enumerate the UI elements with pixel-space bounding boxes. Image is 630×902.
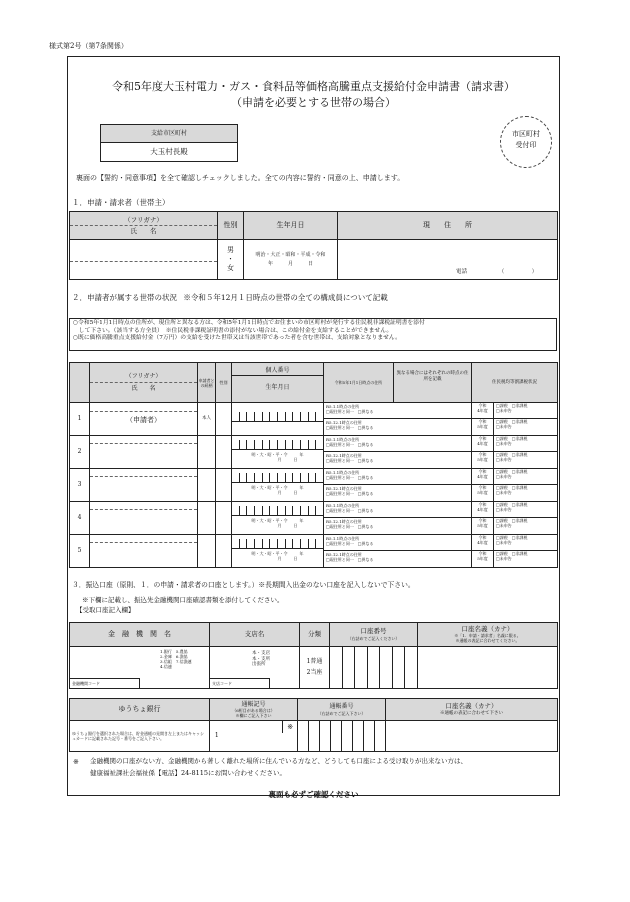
member-kana-label: （フリガナ） [90, 371, 197, 383]
notice-line-3: ○既に価格高騰重点支援給付金（7万円）の支給を受けた世帯又は当該世帯であった者を含む世帯は、支給対象となりません。 [73, 335, 401, 342]
id-birth-header [232, 363, 324, 403]
member-birth [232, 422, 323, 426]
applicant-name-header [70, 212, 218, 240]
member-address-cell[interactable]: R5.1.1時点の住所 □現住所と同一 □異なる R5.12.1時点の住所 □現住所と同一 □異なる [324, 469, 472, 502]
member-id-birth-cell[interactable] [232, 469, 324, 502]
bank-type-options: 1.銀行 5.農協 2.金庫 6.漁協 3.信組 7.信漁連 4.信連 [160, 649, 192, 669]
member-name-header [90, 363, 198, 403]
member-id-birth-cell[interactable] [232, 535, 324, 568]
member-tax-cell[interactable]: 令和 4年度 □課税 □非課税 □未申告 令和 5年度 □課税 □非課税 □未申告 [472, 469, 558, 502]
section2-notice [69, 318, 557, 351]
bank-account-table [69, 622, 558, 689]
member-address-cell[interactable]: R5.1.1時点の住所 □現住所と同一 □異なる R5.12.1時点の住所 □現住所と同一 □異なる [324, 502, 472, 535]
branch-type-options: 本・支店 本・支所 出張所 [252, 651, 270, 668]
era-options: 明治・大正・昭和・平成・令和 [255, 251, 326, 258]
account-number-header: 口座番号 （右詰めでご記入ください） [330, 623, 418, 647]
member-id-birth-cell[interactable] [232, 436, 324, 469]
member-address-cell[interactable]: R5.1.1時点の住所 □現住所と同一 □異なる R5.12.1時点の住所 □現住所と同一 □異なる [324, 535, 472, 568]
birthdate-cell[interactable] [244, 240, 338, 280]
ymd-label: 年 月 日 [267, 260, 313, 267]
section3-note1: ※下欄に記載し、振込先金融機関口座確認書類を添付してください。 [82, 596, 284, 604]
member-relation[interactable] [198, 535, 216, 568]
addr-jan1-header: 令和5年1月1日時点の住所 [324, 363, 394, 403]
bank-name-cell[interactable] [70, 647, 210, 689]
birth-header: 生年月日 [244, 212, 338, 240]
addressee-value: 大玉村長殿 [150, 147, 188, 156]
row-number: 2 [70, 436, 90, 469]
member-name-cell[interactable] [90, 469, 198, 502]
member-gender-cell[interactable] [216, 535, 232, 568]
branch-name-cell[interactable] [210, 647, 300, 689]
member-name-label: 氏 名 [131, 385, 156, 392]
section1-heading: １．申請・請求者（世帯主） [72, 198, 170, 207]
applicant-table [69, 211, 558, 280]
member-name-cell[interactable] [90, 502, 198, 535]
notice-line-2: して下さい。（該当する方全員） ※住民税非課税証明書の添付がない場合は、この給付金を支給することができません。 [73, 327, 393, 334]
stamp-line2: 受付印 [515, 140, 537, 149]
declaration-text: 裏面の【誓約・同意事項】を全て確認しチェックしました。全ての内容に誓約・同意の上、申請します。 [76, 174, 405, 182]
address-cell[interactable] [338, 240, 558, 280]
address-header: 現 住 所 [338, 212, 558, 240]
applicant-name-cell[interactable] [70, 240, 218, 280]
member-gender-cell[interactable] [216, 436, 232, 469]
id-number-header: 個人番号 [232, 365, 323, 376]
household-row [70, 436, 558, 469]
household-row [70, 502, 558, 535]
account-type-header: 分類 [300, 623, 330, 647]
member-id-birth-cell[interactable] [232, 403, 324, 436]
member-relation[interactable] [198, 502, 216, 535]
section2-heading: ２．申請者が属する世帯の状況 [72, 293, 177, 302]
gender-header: 性別 [218, 212, 244, 240]
addressee-header: 支給市区町村 [101, 125, 237, 143]
member-relation[interactable] [198, 469, 216, 502]
member-gender-cell[interactable] [216, 469, 232, 502]
passbook-number-cell[interactable] [298, 721, 386, 752]
diff-addr-header: 異なる場合にはそれぞれの時点の住所を記載 [394, 363, 472, 403]
passbook-number-header: 通帳番号 （右詰めでご記入下さい） [298, 699, 386, 721]
section3-heading: ３．振込口座（原則、１．の申請・請求者の口座とします。）※長期間入出金のない口座を記入しないで下さい。 [72, 581, 415, 589]
name-label: 氏 名 [130, 227, 157, 235]
member-gender-cell[interactable] [216, 403, 232, 436]
footnote-line2: 健康福祉課社会福祉係【電話】24-8115にお問い合わせください。 [90, 769, 287, 777]
account-type-options[interactable]: 1普通 2当座 [300, 647, 330, 689]
member-name-cell[interactable] [90, 403, 198, 436]
member-birth: 明・大・昭・平・令 年 月 日 [251, 485, 304, 495]
footer-note: 裏面も必ずご確認ください [268, 790, 359, 799]
yucho-holder-cell[interactable] [386, 721, 558, 752]
notice-line-1: ○令和5年1月1日時点の住所が、現住所と異なる方は、令和5年1月1日時点でお住まいの市区町村が発行する住民税非課税証明書を添付 [73, 320, 425, 326]
account-number-cell[interactable] [330, 647, 418, 689]
bank-name-header: 金 融 機 関 名 [70, 623, 210, 647]
account-holder-header: 口座名義（カナ） ※「1．申請・請求者」名義に限る。 ※通帳の表記に合わせてください。 [418, 623, 558, 647]
account-holder-cell[interactable] [418, 647, 558, 689]
member-tax-cell[interactable]: 令和 4年度 □課税 □非課税 □未申告 令和 5年度 □課税 □非課税 □未申告 [472, 502, 558, 535]
yucho-holder-header: 口座名義（カナ） ※通帳の表記に合わせて下さい [386, 699, 558, 721]
branch-code-label: 支店コード [210, 678, 270, 688]
phone-label: 電話 [456, 269, 468, 276]
household-row [70, 403, 558, 436]
household-row [70, 469, 558, 502]
bank-code-label: 金融機関コード [70, 678, 140, 688]
reception-stamp-area [500, 116, 552, 168]
passbook-sign-header: 通帳記号 （6桁目がある場合は） ※欄にご記入下さい [210, 699, 298, 721]
form-number: 様式第2号（第7条関係） [49, 42, 128, 50]
member-name-cell[interactable] [90, 436, 198, 469]
member-tax-cell[interactable]: 令和 4年度 □課税 □非課税 □未申告 令和 5年度 □課税 □非課税 □未申告 [472, 436, 558, 469]
sign-asterisk: ※ [282, 721, 297, 733]
form-title: 令和5年度大玉村電力・ガス・食料品等価格高騰重点支援給付金申請書（請求書） [112, 80, 515, 93]
section2-note: ※令和５年12月１日時点の世帯の全ての構成員について記載 [183, 293, 388, 302]
household-row [70, 535, 558, 568]
member-id-birth-cell[interactable] [232, 502, 324, 535]
addressee-box [100, 124, 238, 162]
stamp-line1: 市区町村 [512, 130, 540, 138]
yucho-account-table [69, 698, 558, 752]
gender-cell[interactable]: 男 ・ 女 [218, 240, 244, 280]
member-relation[interactable] [198, 436, 216, 469]
member-gender-header: 性別 [216, 363, 232, 403]
passbook-sign-cell[interactable] [210, 721, 298, 752]
phone-parens: （ ） [498, 269, 538, 276]
footnote-mark: ※ [73, 758, 79, 766]
relation-header: 申請者との続柄 [198, 363, 216, 403]
member-birth-header: 生年月日 [265, 384, 290, 391]
yucho-note: ゆうちょ銀行を選択された場合は、貯金通帳の見開き左上またはキャッシュカードに記載された記号・番号をご記入下さい。 [70, 721, 210, 752]
yucho-title: ゆうちょ銀行 [70, 699, 210, 721]
kana-label: （フリガナ） [70, 215, 217, 226]
tax-status-header: 住民税均等割課税状況 [472, 363, 558, 403]
member-tax-cell[interactable]: 令和 4年度 □課税 □非課税 □未申告 令和 5年度 □課税 □非課税 □未申告 [472, 535, 558, 568]
member-address-cell[interactable]: R5.1.1時点の住所 □現住所と同一 □異なる R5.12.1時点の住所 □現住所と同一 □異なる [324, 403, 472, 436]
member-birth: 明・大・昭・平・令 年 月 日 [251, 551, 304, 561]
member-tax-cell[interactable]: 令和 4年度 □課税 □非課税 □未申告 令和 5年度 □課税 □非課税 □未申告 [472, 403, 558, 436]
footnote-line1: 金融機関の口座がない方、金融機関から著しく離れた場所に住んでいる方など、どうしても口座による受け取りが出来ない方は、 [90, 757, 467, 765]
member-relation[interactable]: 本人 [198, 403, 216, 436]
section2-heading-row [72, 293, 388, 302]
form-subtitle: （申請を必要とする世帯の場合） [231, 96, 396, 109]
sign-prefix: 1 [214, 732, 219, 739]
member-gender-cell[interactable] [216, 502, 232, 535]
member-name: （申請者） [126, 415, 161, 424]
branch-name-header: 支店名 [210, 623, 300, 647]
member-address-cell[interactable]: R5.1.1時点の住所 □現住所と同一 □異なる R5.12.1時点の住所 □現住所と同一 □異なる [324, 436, 472, 469]
member-birth: 明・大・昭・平・令 年 月 日 [251, 452, 304, 462]
section3-note2: 【受取口座記入欄】 [76, 606, 135, 614]
row-number: 3 [70, 469, 90, 502]
row-number: 1 [70, 403, 90, 436]
member-birth: 明・大・昭・平・令 年 月 日 [251, 518, 304, 528]
row-number: 4 [70, 502, 90, 535]
row-number: 5 [70, 535, 90, 568]
member-name-cell[interactable] [90, 535, 198, 568]
household-table [69, 362, 558, 568]
